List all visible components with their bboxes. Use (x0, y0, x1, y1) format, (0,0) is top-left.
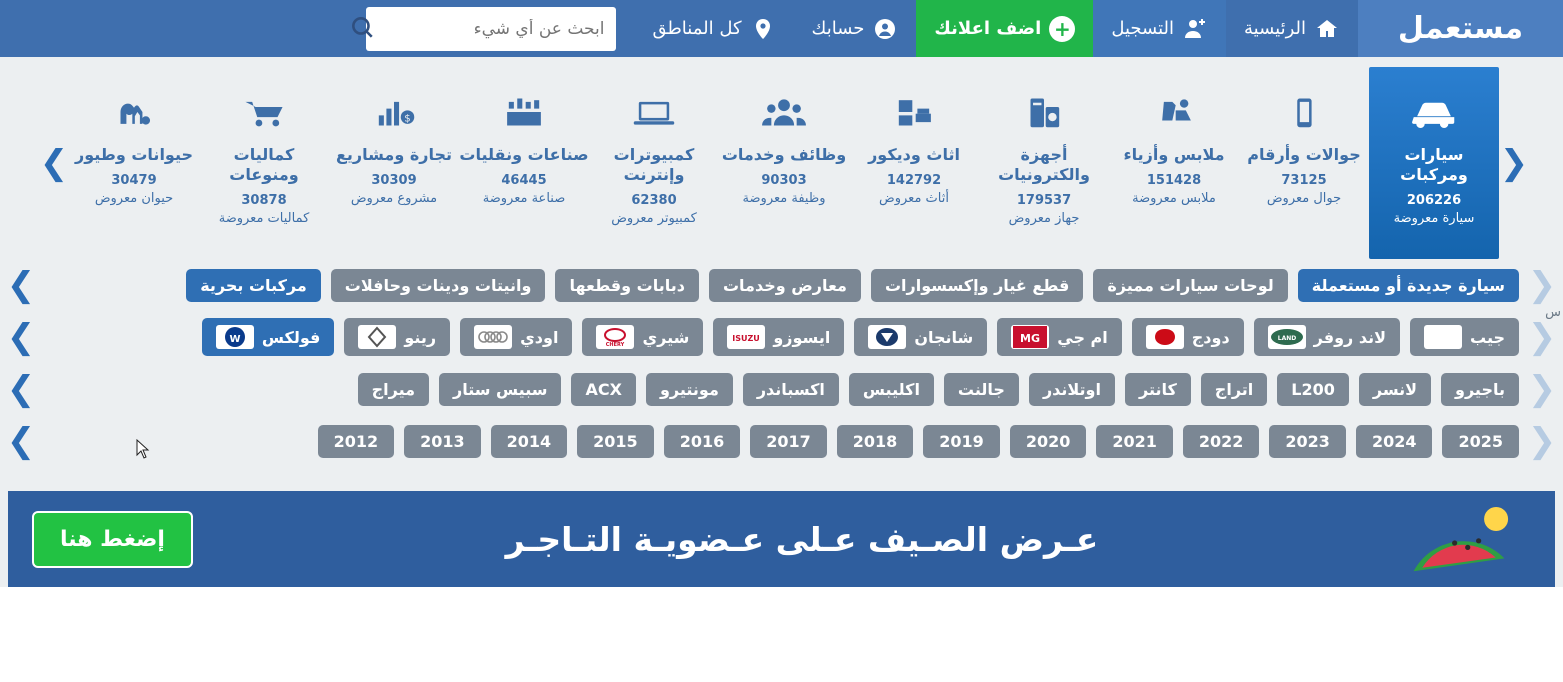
factory-icon (497, 83, 551, 141)
model-chips (44, 373, 1519, 406)
year-chips (44, 425, 1519, 458)
category-industry[interactable] (459, 67, 589, 259)
category-appliances[interactable] (979, 67, 1109, 259)
category-count: 73125 (1281, 173, 1327, 188)
category-count: 90303 (761, 173, 807, 188)
svg-text:LAND: LAND (1277, 335, 1296, 342)
chip-model[interactable]: اتراج (1201, 373, 1267, 406)
svg-text:MG: MG (1020, 332, 1041, 345)
chip-year[interactable]: 2018 (837, 425, 914, 458)
model-row-next-arrow[interactable]: ❮ (1527, 369, 1557, 409)
search-box[interactable] (366, 7, 616, 51)
chip-brand-changan[interactable] (854, 318, 987, 356)
category-name: تجارة ومشاريع (335, 145, 453, 164)
chip-section[interactable]: سيارة جديدة أو مستعملة (1298, 269, 1519, 302)
chip-section[interactable]: دبابات وقطعها (555, 269, 699, 302)
chip-brand-landrover[interactable] (1254, 318, 1400, 356)
chip-model[interactable]: لانسر (1359, 373, 1431, 406)
category-computers[interactable] (589, 67, 719, 259)
svg-text:ISUZU: ISUZU (732, 334, 761, 343)
chip-brand-label: اودي (520, 327, 559, 347)
category-unit: كماليات معروضة (218, 211, 310, 226)
nav-item-regions[interactable] (634, 0, 793, 57)
chip-brand-label: ايسوزو (773, 327, 831, 347)
model-row-prev-arrow[interactable]: ❯ (6, 369, 36, 409)
site-logo[interactable] (1358, 0, 1563, 57)
people-icon (757, 83, 811, 141)
dodge-logo-icon (1146, 325, 1184, 349)
model-filter-row (0, 363, 1563, 415)
chery-logo-icon (596, 325, 634, 349)
landrover-logo-icon (1268, 325, 1306, 349)
category-unit: ملابس معروضة (1132, 191, 1216, 206)
user-add-icon (1182, 16, 1208, 42)
chip-model[interactable]: مونتيرو (646, 373, 733, 406)
chip-brand-label: شانجان (914, 327, 974, 347)
year-row-next-arrow[interactable]: ❮ (1527, 421, 1557, 461)
search-area (0, 0, 634, 57)
category-unit: أثاث معروض (879, 191, 949, 206)
audi-logo-icon (474, 325, 512, 349)
category-animals[interactable] (69, 67, 199, 259)
chip-brand-isuzu[interactable] (713, 318, 844, 356)
category-next-arrow[interactable]: ❯ (39, 143, 69, 183)
plus-icon: + (1049, 16, 1075, 42)
chip-year[interactable]: 2016 (664, 425, 741, 458)
nav-item-home-label: الرئيسية (1244, 18, 1306, 39)
category-count: 30878 (241, 193, 287, 208)
chart-money-icon (367, 83, 421, 141)
chip-year[interactable]: 2022 (1183, 425, 1260, 458)
nav-item-account[interactable] (794, 0, 917, 57)
chip-year[interactable]: 2015 (577, 425, 654, 458)
top-navigation-bar (0, 0, 1563, 57)
chip-brand-label: دودج (1191, 327, 1230, 347)
chip-year[interactable]: 2013 (404, 425, 481, 458)
phone-icon (1277, 83, 1331, 141)
appliances-icon (1017, 83, 1071, 141)
chip-section[interactable]: معارض وخدمات (709, 269, 861, 302)
chip-year[interactable]: 2023 (1269, 425, 1346, 458)
chip-brand-mg[interactable] (997, 318, 1122, 356)
animals-icon (107, 83, 161, 141)
category-prev-arrow[interactable]: ❮ (1499, 143, 1529, 183)
svg-text:$: $ (404, 113, 411, 125)
main-content (0, 57, 1563, 587)
category-name: أجهزة والكترونيات (998, 145, 1090, 184)
category-name: صناعات ونقليات (459, 145, 589, 164)
chip-brand-audi[interactable] (460, 318, 572, 356)
brand-row-next-arrow[interactable]: ❮ (1527, 317, 1557, 357)
chip-section[interactable]: وانيتات ودينات وحافلات (331, 269, 546, 302)
nav-item-account-label: حسابك (811, 18, 865, 39)
category-name: ملابس وأزياء (1123, 145, 1225, 164)
nav-item-add-ad-label: اضف اعلانك (934, 18, 1042, 39)
chip-brand-jeep[interactable] (1410, 318, 1519, 356)
nav-item-regions-label: كل المناطق (652, 18, 742, 39)
category-name: اثاث وديكور (868, 145, 960, 164)
chip-year[interactable]: 2012 (318, 425, 395, 458)
chip-brand-label: شيري (642, 327, 690, 347)
chip-year[interactable]: 2014 (491, 425, 568, 458)
category-count: 142792 (886, 173, 942, 188)
category-count: 179537 (1016, 193, 1072, 208)
category-name: كماليات ومنوعات (229, 145, 299, 184)
chip-brand-label: رينو (404, 327, 437, 347)
search-input[interactable] (383, 18, 606, 40)
brand-filter-row (0, 311, 1563, 363)
chip-model[interactable]: اكليبس (849, 373, 934, 406)
category-unit: جوال معروض (1266, 191, 1342, 206)
chip-section[interactable]: قطع غيار وإكسسوارات (871, 269, 1083, 302)
category-carousel (0, 67, 1563, 259)
promo-banner-text: عـرض الصـيف عـلى عـضويـة التـاجـر (505, 519, 1099, 559)
chip-brand-label: جيب (1470, 327, 1505, 347)
category-count: 206226 (1406, 193, 1462, 208)
cart-icon (237, 83, 291, 141)
category-count: 30309 (371, 173, 417, 188)
chip-year[interactable]: 2017 (750, 425, 827, 458)
nav-item-add-ad[interactable] (916, 0, 1093, 57)
chip-brand-dodge[interactable] (1132, 318, 1244, 356)
section-filter-row (0, 259, 1563, 311)
clothes-icon (1147, 83, 1201, 141)
chip-brand-vw[interactable] (202, 318, 334, 356)
brand-chips (44, 318, 1519, 356)
category-name: حيوانات وطيور (74, 145, 194, 164)
year-row-prev-arrow[interactable]: ❯ (6, 421, 36, 461)
nav-item-signup[interactable] (1093, 0, 1226, 57)
chip-brand-chery[interactable] (582, 318, 703, 356)
chip-model[interactable]: سبيس ستار (439, 373, 561, 406)
vw-logo-icon (216, 325, 254, 349)
chip-model[interactable]: L200 (1277, 373, 1349, 406)
nav-item-home[interactable] (1226, 0, 1358, 57)
chip-model[interactable]: ميراج (358, 373, 429, 406)
chip-year[interactable]: 2020 (1010, 425, 1087, 458)
chip-brand-label: لاند روفر (1313, 327, 1386, 347)
chip-model[interactable]: باجيرو (1441, 373, 1519, 406)
section-row-prev-arrow[interactable]: ❯ (6, 265, 36, 305)
chip-model[interactable]: كانتر (1125, 373, 1191, 406)
chip-year[interactable]: 2024 (1356, 425, 1433, 458)
changan-logo-icon (868, 325, 906, 349)
renault-logo-icon (358, 325, 396, 349)
category-count: 46445 (501, 173, 547, 188)
chip-year[interactable]: 2025 (1442, 425, 1519, 458)
category-furniture[interactable] (849, 67, 979, 259)
category-jobs[interactable] (719, 67, 849, 259)
category-name: كمبيوترات وإنترنت (613, 145, 695, 184)
category-name: سيارات ومركبات (1400, 145, 1468, 184)
category-count: 151428 (1146, 173, 1202, 188)
location-pin-icon (750, 16, 776, 42)
car-icon (1407, 83, 1461, 141)
category-unit: حيوان معروض (94, 191, 174, 206)
category-unit: سيارة معروضة (1393, 211, 1475, 226)
category-business[interactable] (329, 67, 459, 259)
chip-model[interactable]: اوتلاندر (1029, 373, 1115, 406)
edge-text: س (1545, 305, 1561, 320)
home-icon (1314, 16, 1340, 42)
chip-section[interactable]: لوحات سيارات مميزة (1093, 269, 1287, 302)
jeep-logo-icon: Jeep (1424, 325, 1462, 349)
category-name: جوالات وأرقام (1247, 145, 1361, 164)
isuzu-logo-icon (727, 325, 765, 349)
chip-section[interactable]: مركبات بحرية (186, 269, 321, 302)
chip-model[interactable]: اكسباندر (743, 373, 839, 406)
chip-year[interactable]: 2019 (923, 425, 1000, 458)
category-clothes[interactable] (1109, 67, 1239, 259)
category-unit: جهاز معروض (1008, 211, 1080, 226)
chip-year[interactable]: 2021 (1096, 425, 1173, 458)
category-name: وظائف وخدمات (721, 145, 847, 164)
mg-logo-icon (1011, 325, 1049, 349)
chip-brand-label: ام جي (1057, 327, 1108, 347)
chip-model[interactable]: ACX (571, 373, 635, 406)
promo-banner[interactable] (8, 491, 1555, 587)
section-row-next-arrow[interactable]: ❮ (1527, 265, 1557, 305)
category-unit: وظيفة معروضة (742, 191, 826, 206)
category-unit: مشروع معروض (350, 191, 438, 206)
chip-brand-label: فولكس (261, 327, 321, 347)
brand-row-prev-arrow[interactable]: ❯ (6, 317, 36, 357)
category-unit: كمبيوتر معروض (611, 211, 697, 226)
search-icon[interactable] (349, 14, 375, 44)
promo-banner-button[interactable]: إضغط هنا (32, 511, 193, 568)
nav-item-signup-label: التسجيل (1111, 18, 1174, 39)
user-circle-icon (872, 16, 898, 42)
chip-model[interactable]: جالنت (944, 373, 1019, 406)
category-phones[interactable] (1239, 67, 1369, 259)
category-count: 30479 (111, 173, 157, 188)
category-unit: صناعة معروضة (482, 191, 566, 206)
section-chips (44, 269, 1519, 302)
category-cars[interactable] (1369, 67, 1499, 259)
category-misc[interactable] (199, 67, 329, 259)
category-count: 62380 (631, 193, 677, 208)
site-logo-text: مستعمل (1397, 11, 1524, 46)
svg-text:W: W (229, 334, 241, 345)
laptop-icon (627, 83, 681, 141)
svg-text:CHERY: CHERY (606, 342, 625, 348)
furniture-icon (887, 83, 941, 141)
chip-brand-renault[interactable] (344, 318, 450, 356)
year-filter-row (0, 415, 1563, 467)
watermelon-icon (1411, 495, 1531, 582)
